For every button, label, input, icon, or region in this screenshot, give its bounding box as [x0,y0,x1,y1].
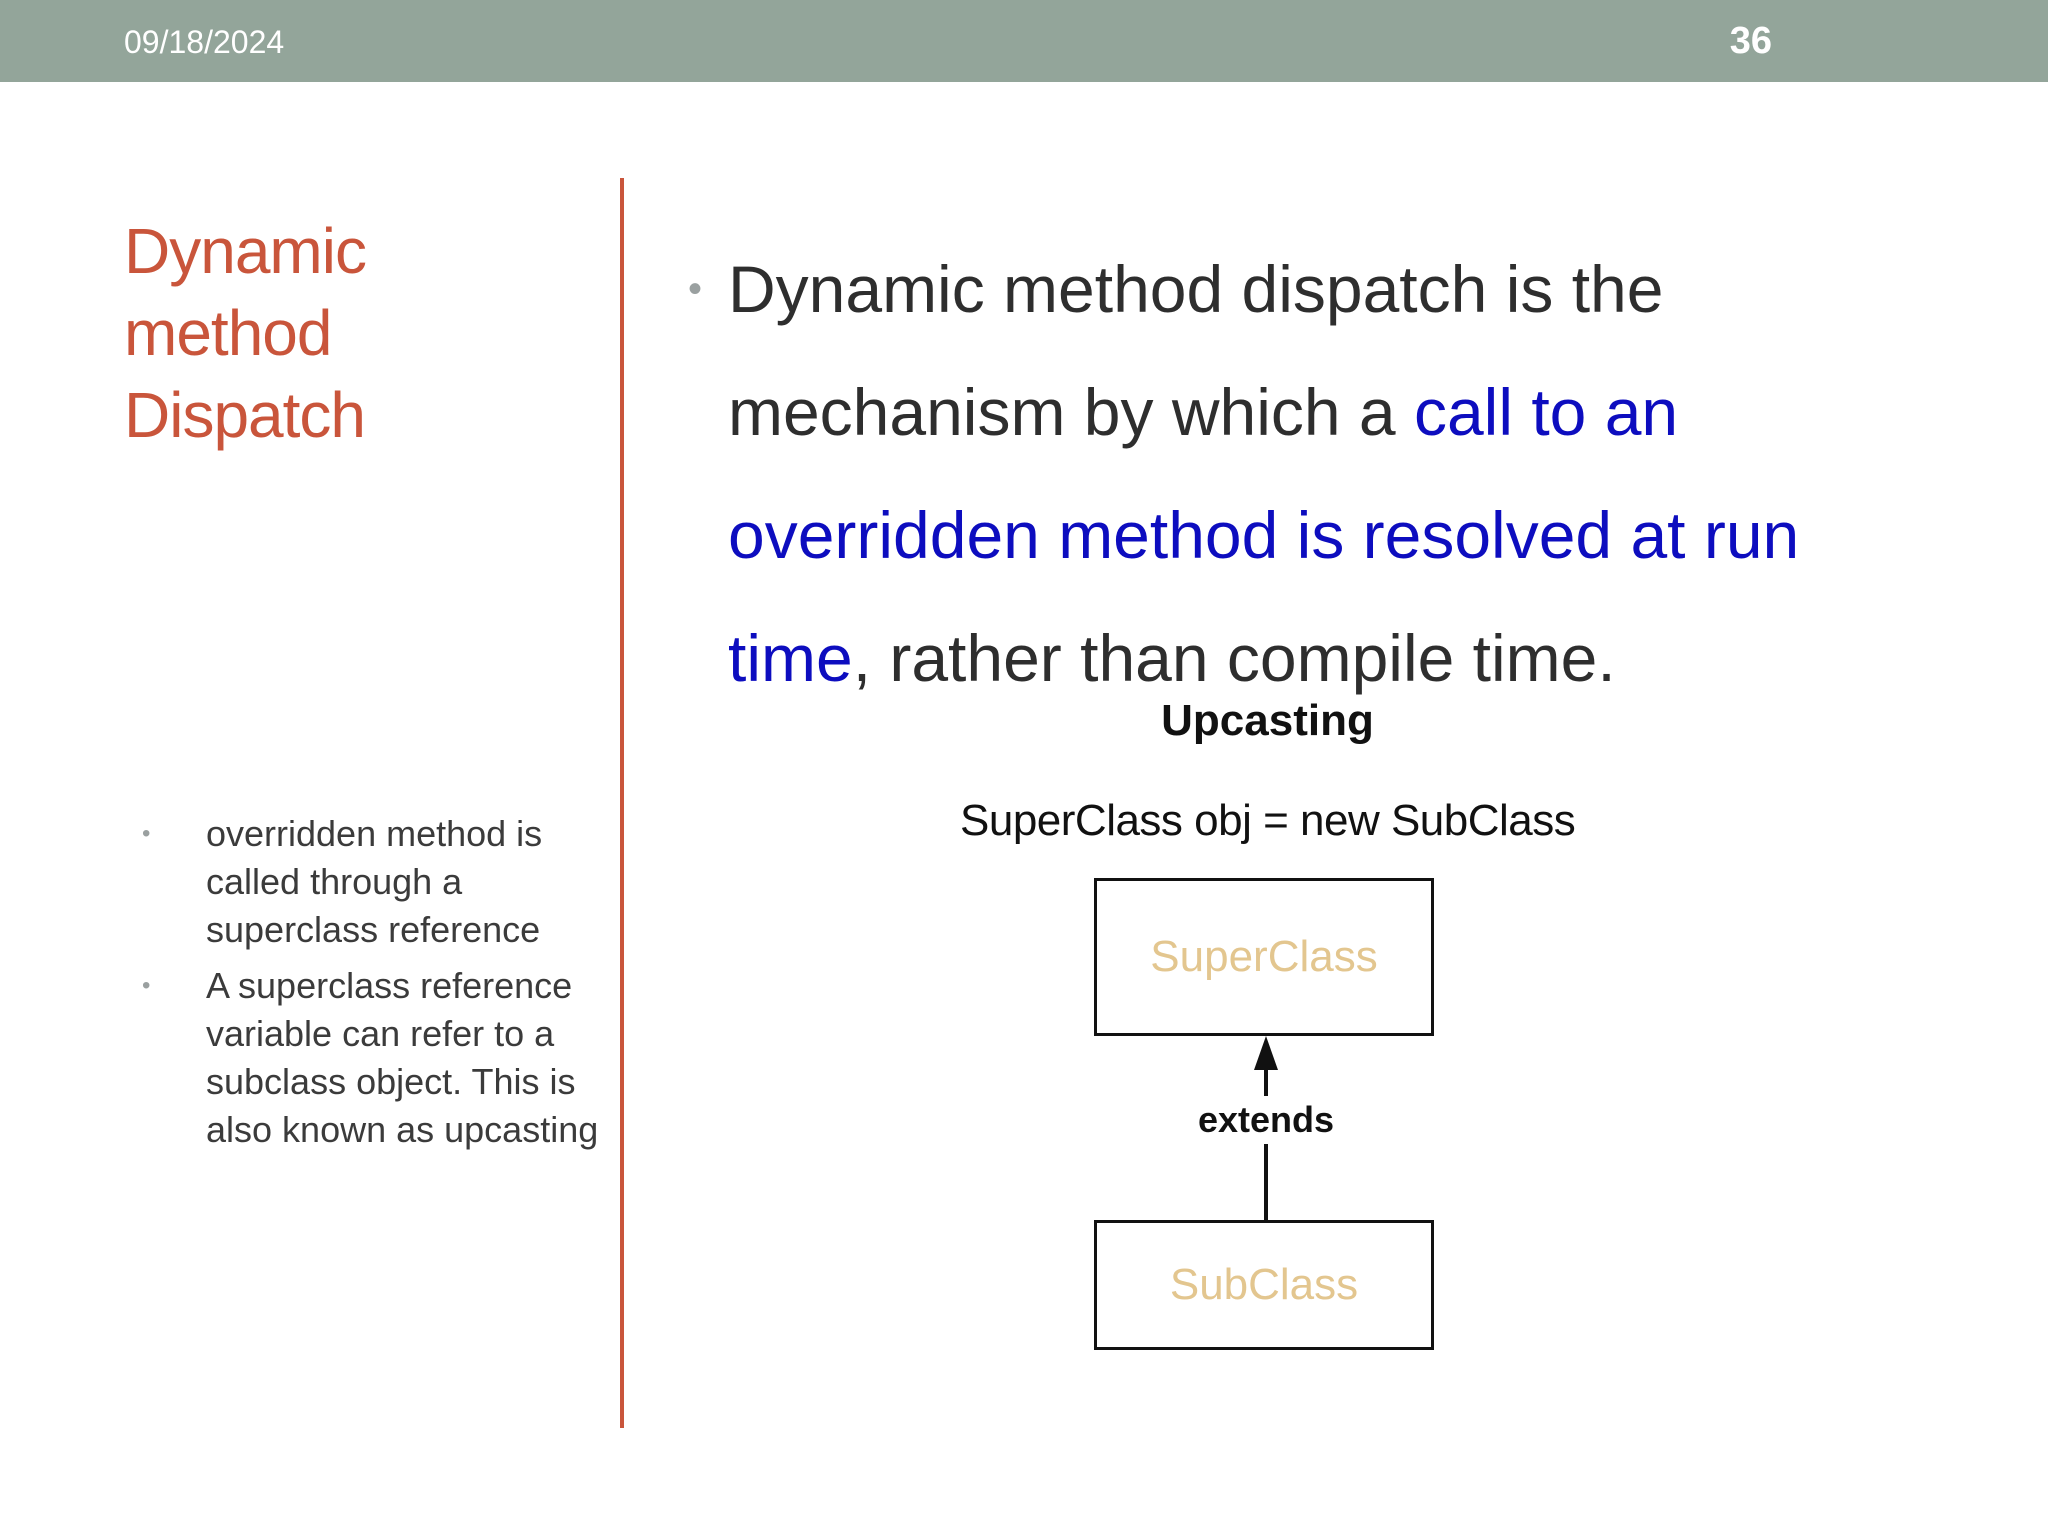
slide-title [124,210,564,456]
side-note-text: overridden method is called through a superclass reference [206,813,543,950]
side-notes-list [140,810,600,1162]
extends-label: extends [1186,1096,1346,1144]
slide-date: 09/18/2024 [124,24,285,60]
slide-title-line-1: Dynamic [124,215,366,287]
main-bullet-point [688,228,1938,720]
bullet-icon: • [688,267,703,311]
vertical-divider [620,178,624,1428]
diagram-title: Upcasting [1161,696,1374,745]
side-note-item [140,962,600,1154]
superclass-label: SuperClass [1150,932,1378,981]
header-bar [0,0,2048,82]
bullet-icon: • [142,820,151,847]
diagram-code-line: SuperClass obj = new SubClass [960,796,1576,845]
main-text-part-1: Dynamic method dispatch is the mechanism by which a [728,252,1664,449]
side-note-item [140,810,600,954]
superclass-box [1094,878,1434,1036]
main-text-part-2: , rather than compile time. [852,621,1616,695]
subclass-box [1094,1220,1434,1350]
bullet-icon: • [142,972,151,999]
slide-number: 36 [1729,20,1772,62]
main-text-highlight: call to an overridden method is resolved at run time [728,375,1800,695]
main-bullet-text [688,228,1938,720]
slide-title-line-3: Dispatch [124,379,365,451]
side-note-text: A superclass reference variable can refer to a subclass object. This is also known as upcasting [206,965,599,1150]
slide-title-line-2: method [124,297,332,369]
subclass-label: SubClass [1169,1260,1359,1309]
